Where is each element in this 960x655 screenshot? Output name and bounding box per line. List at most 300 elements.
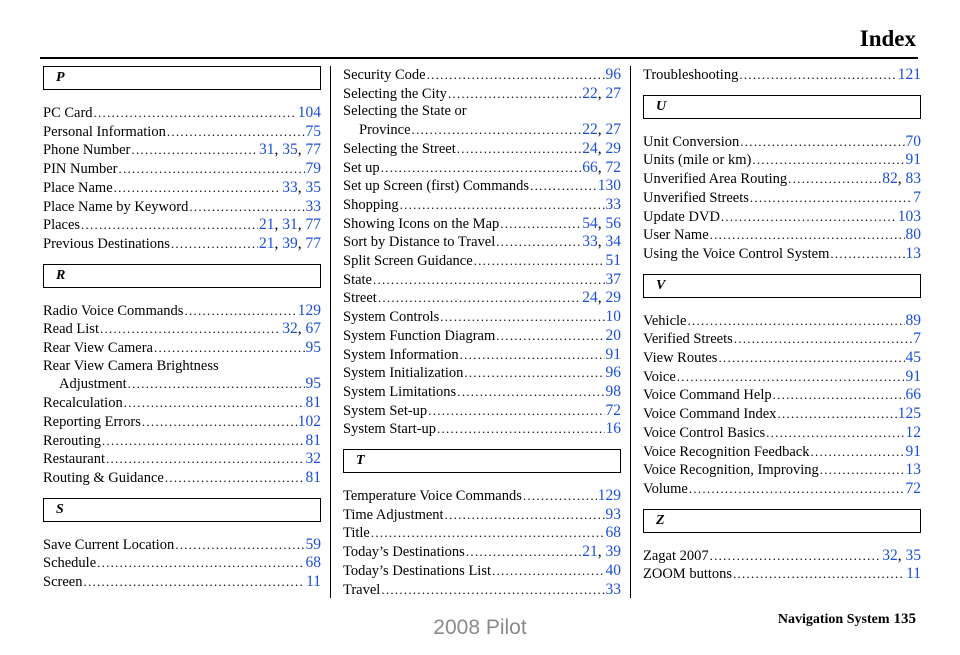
leader-dots [94,104,297,122]
page-link[interactable]: 96 [605,364,621,382]
page-link[interactable]: 80 [905,226,921,244]
index-entry-label: Reporting Errors [43,413,141,430]
page-references [306,554,322,572]
index-section [643,274,921,499]
page-references: 24, 29 [582,289,621,307]
page-references: 33, 34 [582,233,621,251]
page-references [606,402,622,420]
page-link[interactable]: 13 [905,244,921,262]
index-entry [43,141,321,160]
page-link[interactable]: 33 [582,233,598,251]
page-references: 21, 31, 77 [259,216,321,234]
page-link[interactable]: 75 [305,122,321,140]
index-entry-label: Today’s Destinations [343,544,465,561]
index-entry-label: Voice Command Help [643,387,772,404]
page-link[interactable]: 66 [905,386,921,404]
page-references: 32, 67 [282,320,321,338]
section-letter-heading: U [643,95,921,119]
page-references [606,346,622,364]
page-references [906,386,922,404]
index-entry-label: Vehicle [643,312,687,329]
leader-dots [810,443,904,461]
index-entry [43,216,321,235]
index-entry-label: System Start-up [343,421,437,438]
leader-dots [721,208,897,226]
page-link[interactable]: 11 [306,573,321,591]
page-link[interactable]: 34 [605,233,621,251]
page-link[interactable]: 91 [605,345,621,363]
page-number: 135 [893,611,916,627]
page-references: 21, 39, 77 [259,234,321,252]
page-references [913,189,921,207]
leader-dots [381,159,582,177]
leader-dots [106,450,304,468]
index-entry [643,386,921,405]
index-entry-label: Voice [643,368,676,385]
page-link[interactable]: 77 [305,216,321,234]
index-entry [643,480,921,499]
page-references [306,123,322,141]
section-letter-heading: Z [643,509,921,533]
index-entry-label: Set up Screen (first) Commands [343,178,530,195]
index-entry-label: Using the Voice Control System [643,245,830,262]
index-entry [43,573,321,592]
leader-dots [381,581,604,599]
index-entry [43,179,321,198]
index-entry-label: Shopping [343,196,399,213]
page-link[interactable]: 72 [605,401,621,419]
index-entry [343,420,621,439]
page-references [606,66,622,84]
section-letter-heading: R [43,264,321,288]
page-link[interactable]: 102 [297,412,321,430]
page-link[interactable]: 77 [305,234,321,252]
index-entry [343,308,621,327]
page-link[interactable]: 13 [905,461,921,479]
page-references [598,177,621,195]
page-link[interactable]: 95 [305,375,321,393]
leader-dots [412,121,582,139]
index-entry [43,469,321,488]
page-link[interactable]: 95 [305,339,321,357]
index-entry [43,123,321,142]
index-entry-label: Phone Number [43,142,131,159]
index-entry [643,66,921,85]
index-entry [343,177,621,196]
index-entry-label: Selecting the State or [343,103,467,120]
index-entry [343,252,621,271]
page-link[interactable]: 91 [905,367,921,385]
leader-dots [378,289,581,307]
column-divider [330,66,331,598]
index-entry [343,215,621,234]
page-link[interactable]: 130 [597,177,621,195]
page-references [913,330,921,348]
index-entry [43,320,321,339]
page-link[interactable]: 54 [582,214,598,232]
page-references [598,487,621,505]
leader-dots [448,85,581,103]
page-link[interactable]: 22 [582,121,598,139]
page-references [606,420,622,438]
index-entry [343,346,621,365]
page-references [606,308,622,326]
index-entry-label: System Information [343,346,459,363]
page-references: 66, 72 [582,158,621,176]
index-entry [343,524,621,543]
index-entry-label: Showing Icons on the Map [343,215,500,232]
page-references [606,562,622,580]
leader-dots [171,235,258,253]
leader-dots [81,216,258,234]
index-entry [643,189,921,208]
leader-dots [523,487,597,505]
page-references [906,245,922,263]
index-entry [643,312,921,331]
index-entry [43,450,321,469]
page-references: 31, 35, 77 [259,141,321,159]
page-link[interactable]: 7 [913,330,921,348]
index-entry [643,133,921,152]
index-entry-label: Read List [43,321,99,338]
index-entry [343,233,621,252]
page-references: 24, 29 [582,139,621,157]
page-link[interactable]: 40 [605,561,621,579]
index-entry [43,339,321,358]
page-link[interactable]: 32 [882,546,898,564]
leader-dots [457,140,582,158]
page-link[interactable]: 16 [605,420,621,438]
index-entry [343,159,621,178]
page-link[interactable]: 35 [905,546,921,564]
page-references [906,312,922,330]
page-references [898,405,921,423]
index-entry-label: System Function Diagram [343,327,496,344]
index-entry [643,368,921,387]
leader-dots [788,170,881,188]
index-column-3 [643,66,921,594]
watermark: 2008 Pilot [433,616,527,639]
page-link[interactable]: 83 [905,170,921,188]
page-link[interactable]: 35 [305,178,321,196]
index-entry-label: Street [343,290,377,307]
index-section [43,264,321,488]
page-link[interactable]: 10 [605,308,621,326]
leader-dots [184,302,296,320]
page-link[interactable]: 59 [305,535,321,553]
index-entry-label: PC Card [43,105,93,121]
leader-dots [460,346,605,364]
leader-dots [445,506,605,524]
page-references [306,198,322,216]
page-link[interactable]: 77 [305,141,321,159]
leader-dots [752,151,904,169]
index-entry-label: ZOOM buttons [643,566,733,583]
leader-dots [710,226,905,244]
index-entry-label: Province [359,122,411,139]
page-references [606,506,622,524]
index-entry [343,271,621,290]
page-references [606,524,622,542]
page-link[interactable]: 32 [305,450,321,468]
index-section [43,498,321,592]
page-references: 54, 56 [582,214,621,232]
leader-dots [687,312,904,330]
page-link[interactable]: 24 [582,139,598,157]
leader-dots [131,141,258,159]
leader-dots [474,252,605,270]
index-entry [343,196,621,215]
page-link[interactable]: 129 [597,487,621,505]
index-entry [43,536,321,555]
page-link[interactable]: 121 [897,66,921,83]
page-link[interactable]: 21 [259,234,275,252]
page-link[interactable]: 66 [582,158,598,176]
page-link[interactable]: 91 [905,151,921,169]
index-entry [43,413,321,432]
index-entry-label: Units (mile or km) [643,152,752,169]
index-entry-label: Selecting the Street [343,140,456,157]
index-entry [343,581,621,600]
page-link[interactable]: 93 [605,505,621,523]
leader-dots [830,245,904,263]
page-link[interactable]: 21 [582,543,598,561]
section-letter-heading: P [43,66,321,90]
index-entry-label: Adjustment [59,376,127,393]
page-link[interactable]: 82 [882,170,898,188]
index-entry-label: Temperature Voice Commands [343,488,522,505]
leader-dots [102,432,305,450]
leader-dots [427,66,605,84]
page-link[interactable]: 39 [605,543,621,561]
index-entry-label: Update DVD [643,208,720,225]
page-link[interactable]: 89 [905,311,921,329]
page-references [606,196,622,214]
index-entry [343,562,621,581]
page-link[interactable]: 37 [605,270,621,288]
index-entry-label: View Routes [643,350,718,367]
page-link[interactable]: 70 [905,132,921,150]
page-references [298,302,321,320]
index-section [343,449,621,599]
leader-dots [175,536,304,554]
index-entry-label: Rear View Camera Brightness [43,357,219,374]
leader-dots [373,271,605,289]
leader-dots [739,66,896,84]
page-references [306,394,322,412]
page-link[interactable]: 20 [605,326,621,344]
page-link[interactable]: 27 [605,84,621,102]
page-link[interactable]: 96 [605,66,621,83]
page-link[interactable]: 31 [259,141,275,159]
page-references: 32, 35 [882,546,921,564]
page-link[interactable]: 27 [605,121,621,139]
page-link[interactable]: 56 [605,214,621,232]
leader-dots [100,320,281,338]
leader-dots [464,364,604,382]
index-entry [643,424,921,443]
index-entry [343,66,621,85]
page-link[interactable]: 39 [282,234,298,252]
page-link[interactable]: 7 [913,188,921,206]
index-entry [43,375,321,394]
page-link[interactable]: 91 [905,442,921,460]
index-entry-label: Voice Recognition, Improving [643,462,819,479]
leader-dots [437,420,604,438]
leader-dots [428,402,604,420]
page-link[interactable]: 72 [605,158,621,176]
page-link[interactable]: 29 [605,139,621,157]
index-entry [643,151,921,170]
leader-dots [766,424,904,442]
leader-dots [189,198,304,216]
page-references [606,581,622,599]
page-references [306,339,322,357]
leader-dots [773,386,905,404]
index-entry [43,302,321,321]
page-link[interactable]: 22 [582,84,598,102]
page-link[interactable]: 68 [605,524,621,542]
header-rule [40,57,918,59]
page-link[interactable]: 81 [305,394,321,412]
index-entry-label: Title [343,525,370,542]
index-section [643,95,921,264]
index-entry-label: System Set-up [343,402,428,419]
page-link[interactable]: 29 [605,289,621,307]
page-link[interactable]: 35 [282,141,298,159]
index-entry-label: Voice Control Basics [643,424,766,441]
index-entry-label: Today’s Destinations List [343,562,492,579]
page-link[interactable]: 32 [282,320,298,338]
index-entry [343,327,621,346]
page-references [606,252,622,270]
leader-dots [167,123,305,141]
page-link[interactable]: 98 [605,382,621,400]
section-letter-heading: V [643,274,921,298]
leader-dots [83,573,305,591]
leader-dots [400,196,605,214]
leader-dots [496,327,604,345]
index-entry-label: State [343,271,372,288]
leader-dots [154,339,305,357]
index-section [43,66,321,254]
leader-dots [710,547,882,565]
leader-dots [530,177,597,195]
page-references: 82, 83 [882,170,921,188]
leader-dots [97,554,304,572]
page-link[interactable]: 129 [297,301,321,319]
leader-dots [142,413,297,431]
leader-dots [492,562,604,580]
index-entry-label: Split Screen Guidance [343,253,473,270]
index-entry [643,565,921,584]
page-link[interactable]: 81 [305,431,321,449]
page-link[interactable]: 72 [905,479,921,497]
page-references [306,160,322,178]
page-references [606,364,622,382]
index-entry-label: Restaurant [43,451,106,468]
page-references [898,66,921,84]
page-references [906,565,921,583]
index-entry-label: Save Current Location [43,536,175,553]
index-entry-label: Time Adjustment [343,506,444,523]
leader-dots [677,368,905,386]
page-link[interactable]: 51 [605,252,621,270]
index-entry [43,160,321,179]
leader-dots [371,524,605,542]
index-entry [43,198,321,217]
index-entry [343,543,621,562]
index-entry [643,405,921,424]
section-letter-heading: T [343,449,621,473]
index-section [643,509,921,584]
leader-dots [466,543,581,561]
index-entry [43,235,321,254]
page-link[interactable]: 33 [305,197,321,215]
page-link[interactable]: 103 [897,207,921,225]
page-references [606,383,622,401]
page-references [298,413,321,431]
index-entry-label: PIN Number [43,161,118,178]
page-references [906,133,922,151]
page-link[interactable]: 31 [282,216,298,234]
page-link[interactable]: 24 [582,289,598,307]
index-entry-label: Place Name [43,179,113,196]
index-column-1 [43,66,321,602]
index-entry-label: Troubleshooting [643,67,739,83]
leader-dots [440,308,604,326]
index-entry-label: System Limitations [343,383,457,400]
index-entry-label: Voice Command Index [643,406,777,423]
index-section [643,66,921,85]
page-link[interactable]: 104 [297,104,321,121]
index-entry [343,121,621,140]
page-link[interactable]: 79 [305,160,321,178]
page-link[interactable]: 67 [305,320,321,338]
index-entry [343,364,621,383]
page-link[interactable]: 12 [905,423,921,441]
index-entry [343,402,621,421]
page-link[interactable]: 81 [305,468,321,486]
leader-dots [114,179,282,197]
page-link[interactable]: 33 [605,195,621,213]
index-entry [643,330,921,349]
index-entry-label: Sort by Distance to Travel [343,234,496,251]
page-link[interactable]: 33 [605,580,621,598]
page-references [306,375,322,393]
page-references [306,573,321,591]
page-link[interactable]: 11 [906,565,921,583]
page-link[interactable]: 125 [897,405,921,423]
index-entry [343,506,621,525]
index-entry-label: Routing & Guidance [43,469,164,486]
page-link[interactable]: 45 [905,349,921,367]
index-entry-label: Recalculation [43,395,123,412]
page-references [906,480,922,498]
page-references [906,151,922,169]
page-references: 22, 27 [582,84,621,102]
page-references [306,450,322,468]
leader-dots [734,330,912,348]
page-link[interactable]: 33 [282,178,298,196]
page-link[interactable]: 68 [305,554,321,572]
index-entry [343,85,621,104]
column-divider [630,66,631,598]
page-link[interactable]: 21 [259,216,275,234]
index-entry-label: User Name [643,227,709,244]
index-entry [43,394,321,413]
index-entry [643,349,921,368]
